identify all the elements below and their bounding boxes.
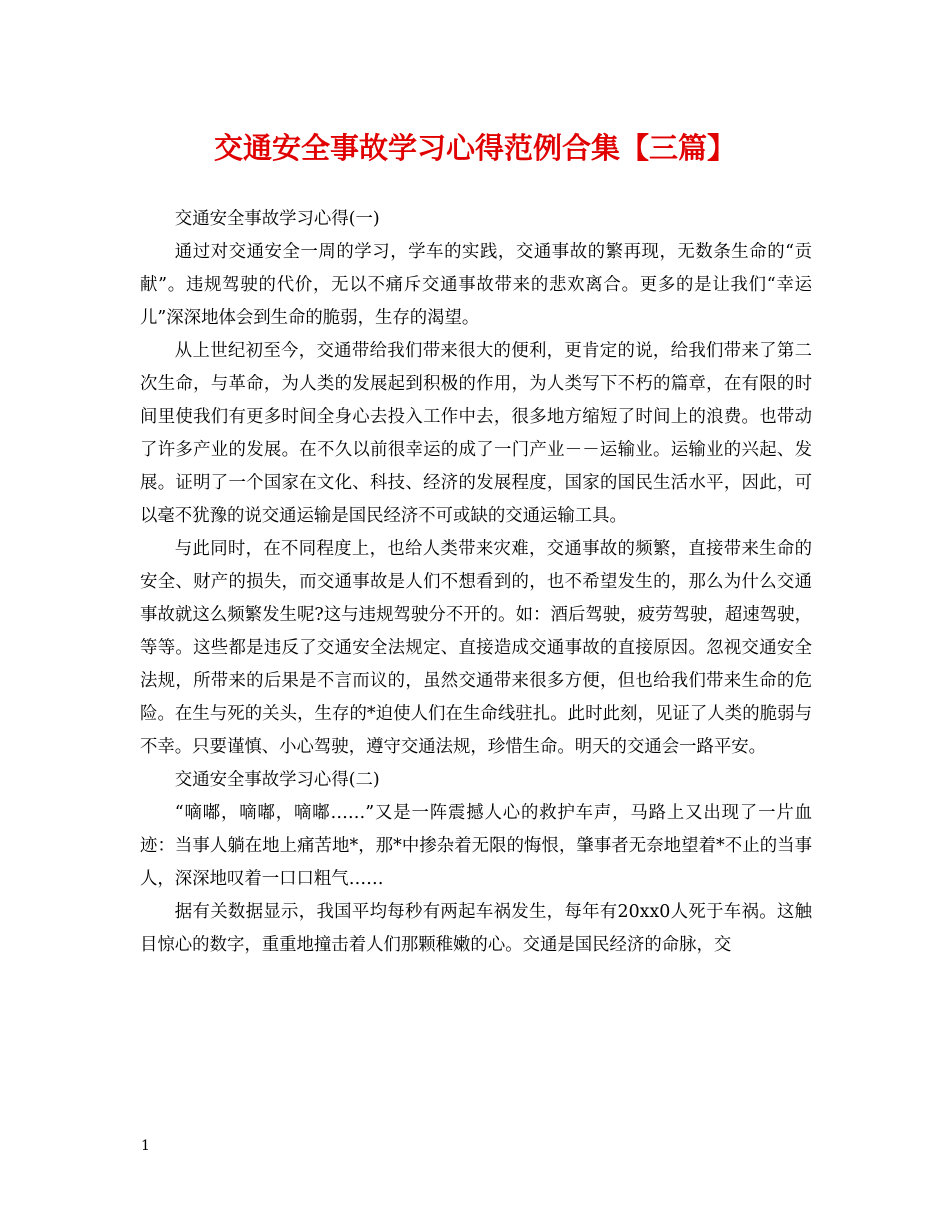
paragraph: 通过对交通安全一周的学习，学车的实践，交通事故的繁再现，无数条生命的“贡献”。违规驾驶的代价，无以不痛斥交通事故带来的悲欢离合。更多的是让我们“幸运儿”深深地体会到生命的脆弱，生存的渴望。 xyxy=(140,242,812,328)
paragraph: “嘀嘟，嘀嘟，嘀嘟……”又是一阵震撼人心的救护车声，马路上又出现了一片血迹：当事人躺在地上痛苦地*，那*中掺杂着无限的悔恨，肇事者无奈地望着*不止的当事人，深深地叹着一口口粗气…… xyxy=(140,803,812,889)
document-body xyxy=(140,203,812,962)
paragraph: 从上世纪初至今，交通带给我们带来很大的便利，更肯定的说，给我们带来了第二次生命，与革命，为人类的发展起到积极的作用，为人类写下不朽的篇章，在有限的时间里使我们有更多时间全身心去投入工作中去，很多地方缩短了时间上的浪费。也带动了许多产业的发展。在不久以前很幸运的成了一门产业－－运输业。运输业的兴起、发展。证明了一个国家在文化、科技、经济的发展程度，国家的国民生活水平，因此，可以毫不犹豫的说交通运输是国民经济不可或缺的交通运输工具。 xyxy=(140,341,812,526)
paragraph: 据有关数据显示，我国平均每秒有两起车祸发生，每年有20xx0人死于车祸。这触目惊心的数字，重重地撞击着人们那颗稚嫩的心。交通是国民经济的命脉，交 xyxy=(140,902,812,955)
paragraph: 与此同时，在不同程度上，也给人类带来灾难，交通事故的频繁，直接带来生命的安全、财产的损失，而交通事故是人们不想看到的，也不希望发生的，那么为什么交通事故就这么频繁发生呢?这与违规驾驶分不开的。如：酒后驾驶，疲劳驾驶，超速驾驶，等等。这些都是违反了交通安全法规定、直接造成交通事故的直接原因。忽视交通安全法规，所带来的后果是不言而议的，虽然交通带来很多方便，但也给我们带来生命的危险。在生与死的关头，生存的*迫使人们在生命线驻扎。此时此刻，见证了人类的脆弱与不幸。只要谨慎、小心驾驶，遵守交通法规，珍惜生命。明天的交通会一路平安。 xyxy=(140,539,812,757)
section-heading: 交通安全事故学习心得(一) xyxy=(174,209,380,229)
page-number: 1 xyxy=(141,1138,150,1154)
page-title: 交通安全事故学习心得范例合集【三篇】 xyxy=(213,131,736,165)
section-heading: 交通安全事故学习心得(二) xyxy=(174,770,380,790)
